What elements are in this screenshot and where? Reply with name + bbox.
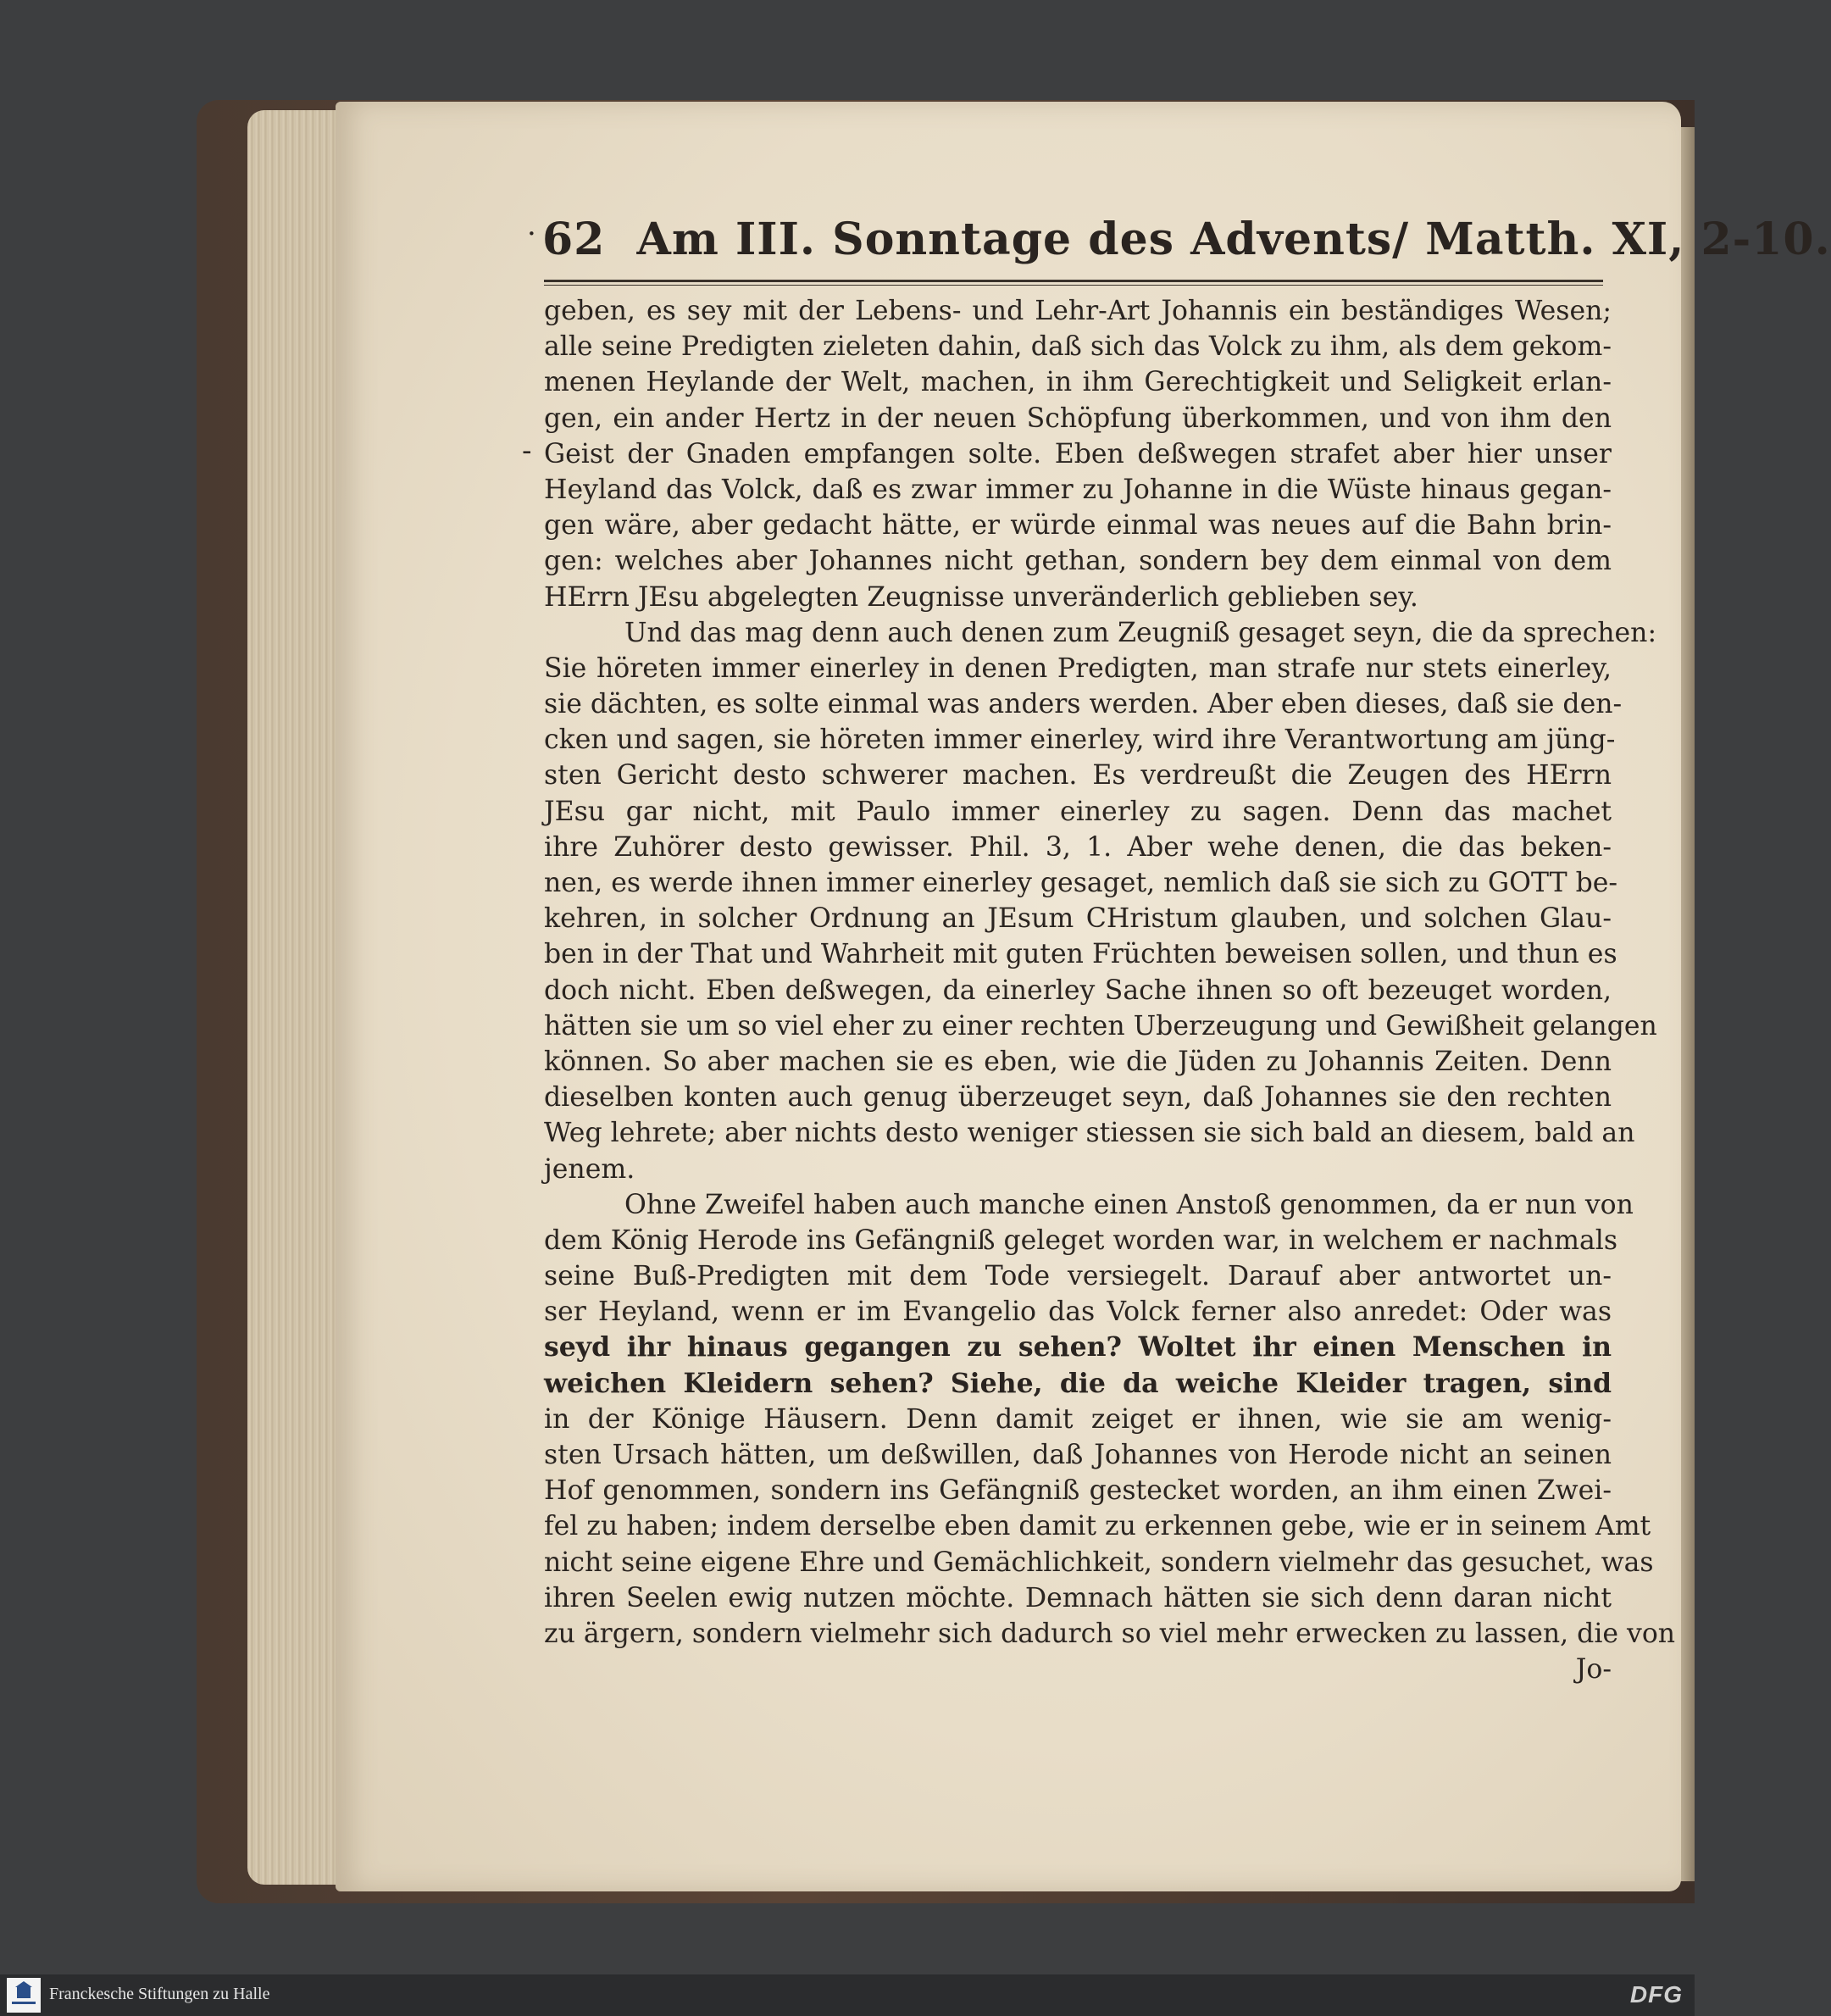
text-line: dem König Herode ins Gefängniß geleget worden war, in welchem er nachmals	[544, 1225, 1618, 1256]
text-line: Sie höreten immer einerley in denen Predigten, man strafe nur stets einerley,	[544, 653, 1612, 684]
dfg-logo[interactable]: DFG	[1629, 1981, 1683, 2008]
text-line: Und das mag denn auch denen zum Zeugniß gesaget seyn, die da sprechen:	[624, 617, 1657, 648]
text-line: Heyland das Volck, daß es zwar immer zu Johanne in die Wüste hinaus gegan-	[544, 474, 1612, 505]
header-rule-thin	[544, 285, 1603, 286]
text-line: menen Heylande der Welt, machen, in ihm Gerechtigkeit und Seligkeit erlan-	[544, 367, 1612, 398]
page-number: 62	[542, 214, 606, 265]
body-text	[544, 293, 1676, 1687]
text-line: Ohne Zweifel haben auch manche einen Anstoß genommen, da er nun von	[624, 1189, 1634, 1220]
text-line: ben in der That und Wahrheit mit guten Früchten beweisen sollen, und thun es	[544, 939, 1617, 970]
text-line: sie dächten, es solte einmal was anders werden. Aber eben dieses, daß sie den-	[544, 689, 1623, 720]
margin-dash: -	[522, 434, 532, 468]
text-line: JEsu gar nicht, mit Paulo immer einerley zu sagen. Denn das machet	[544, 796, 1612, 827]
footer-bar	[0, 1974, 1695, 2016]
header-rule	[544, 280, 1603, 282]
text-line: nicht seine eigene Ehre und Gemächlichkeit, sondern vielmehr das gesuchet, was	[544, 1547, 1654, 1578]
text-line: geben, es sey mit der Lebens- und Lehr-Art Johannis ein beständiges Wesen;	[544, 296, 1612, 326]
text-line: seine Buß-Predigten mit dem Tode versiegelt. Darauf aber antwortet un-	[544, 1261, 1612, 1292]
text-line: fel zu haben; indem derselbe eben damit zu erkennen gebe, wie er in seinem Amt	[544, 1511, 1651, 1542]
text-line: seyd ihr hinaus gegangen zu sehen? Woltet ihr einen Menschen in	[544, 1331, 1612, 1363]
text-line: gen: welches aber Johannes nicht gethan, sondern bey dem einmal von dem	[544, 546, 1612, 577]
institution-name[interactable]: Franckesche Stiftungen zu Halle	[49, 1985, 270, 2003]
margin-dot: ·	[527, 217, 536, 251]
institution-logo-icon[interactable]	[7, 1978, 41, 2013]
text-line: Hof genommen, sondern ins Gefängniß gestecket worden, an ihm einen Zwei-	[544, 1475, 1612, 1507]
text-line: dieselben konten auch genug überzeuget seyn, daß Johannes sie den rechten	[544, 1082, 1612, 1114]
text-line: cken und sagen, sie höreten immer einerley, wird ihre Verantwortung am jüng-	[544, 725, 1616, 756]
logo-base	[12, 2002, 36, 2004]
text-line: jenem.	[544, 1153, 635, 1185]
logo-building	[17, 1986, 31, 1998]
text-line: gen wäre, aber gedacht hätte, er würde einmal was neues auf die Bahn brin-	[544, 510, 1612, 541]
text-line: kehren, in solcher Ordnung an JEsum CHristum glauben, und solchen Glau-	[544, 903, 1612, 935]
text-line: ihre Zuhörer desto gewisser. Phil. 3, 1. Aber wehe denen, die das beken-	[544, 831, 1612, 863]
text-line: Geist der Gnaden empfangen solte. Eben deßwegen strafet aber hier unser	[544, 438, 1612, 469]
page-title: Am III. Sonntage des Advents/ Matth. XI, 2-10.	[636, 214, 1831, 265]
text-line: in der Könige Häusern. Denn damit zeiget er ihnen, wie sie am wenig-	[544, 1403, 1612, 1435]
page-edges	[247, 110, 349, 1885]
running-head	[542, 214, 1831, 275]
text-line: HErrn JEsu abgelegten Zeugnisse unveränderlich geblieben sey.	[544, 581, 1418, 613]
text-line: doch nicht. Eben deßwegen, da einerley Sache ihnen so oft bezeuget worden,	[544, 975, 1612, 1006]
text-line: alle seine Predigten zieleten dahin, daß sich das Volck zu ihm, als dem gekom-	[544, 331, 1612, 363]
text-line: ihren Seelen ewig nutzen möchte. Demnach hätten sie sich denn daran nicht	[544, 1582, 1612, 1613]
text-line: nen, es werde ihnen immer einerley gesaget, nemlich daß sie sich zu GOTT be-	[544, 868, 1618, 898]
text-line: sten Ursach hätten, um deßwillen, daß Johannes von Herode nicht an seinen	[544, 1440, 1612, 1470]
catchword: Jo-	[1575, 1654, 1612, 1686]
text-line: ser Heyland, wenn er im Evangelio das Volck ferner also anredet: Oder was	[544, 1297, 1612, 1328]
text-line: zu ärgern, sondern vielmehr sich dadurch so viel mehr erwecken zu lassen, die von	[544, 1618, 1676, 1649]
text-line: weichen Kleidern sehen? Siehe, die da weiche Kleider tragen, sind	[544, 1367, 1612, 1399]
text-line: hätten sie um so viel eher zu einer rechten Uberzeugung und Gewißheit gelangen	[544, 1010, 1657, 1041]
text-line: gen, ein ander Hertz in der neuen Schöpfung überkommen, und von ihm den	[544, 403, 1612, 434]
text-line: können. So aber machen sie es eben, wie die Jüden zu Johannis Zeiten. Denn	[544, 1046, 1612, 1077]
text-line: sten Gericht desto schwerer machen. Es verdreußt die Zeugen des HErrn	[544, 760, 1612, 791]
text-line: Weg lehrete; aber nichts desto weniger stiessen sie sich bald an diesem, bald an	[544, 1118, 1635, 1149]
